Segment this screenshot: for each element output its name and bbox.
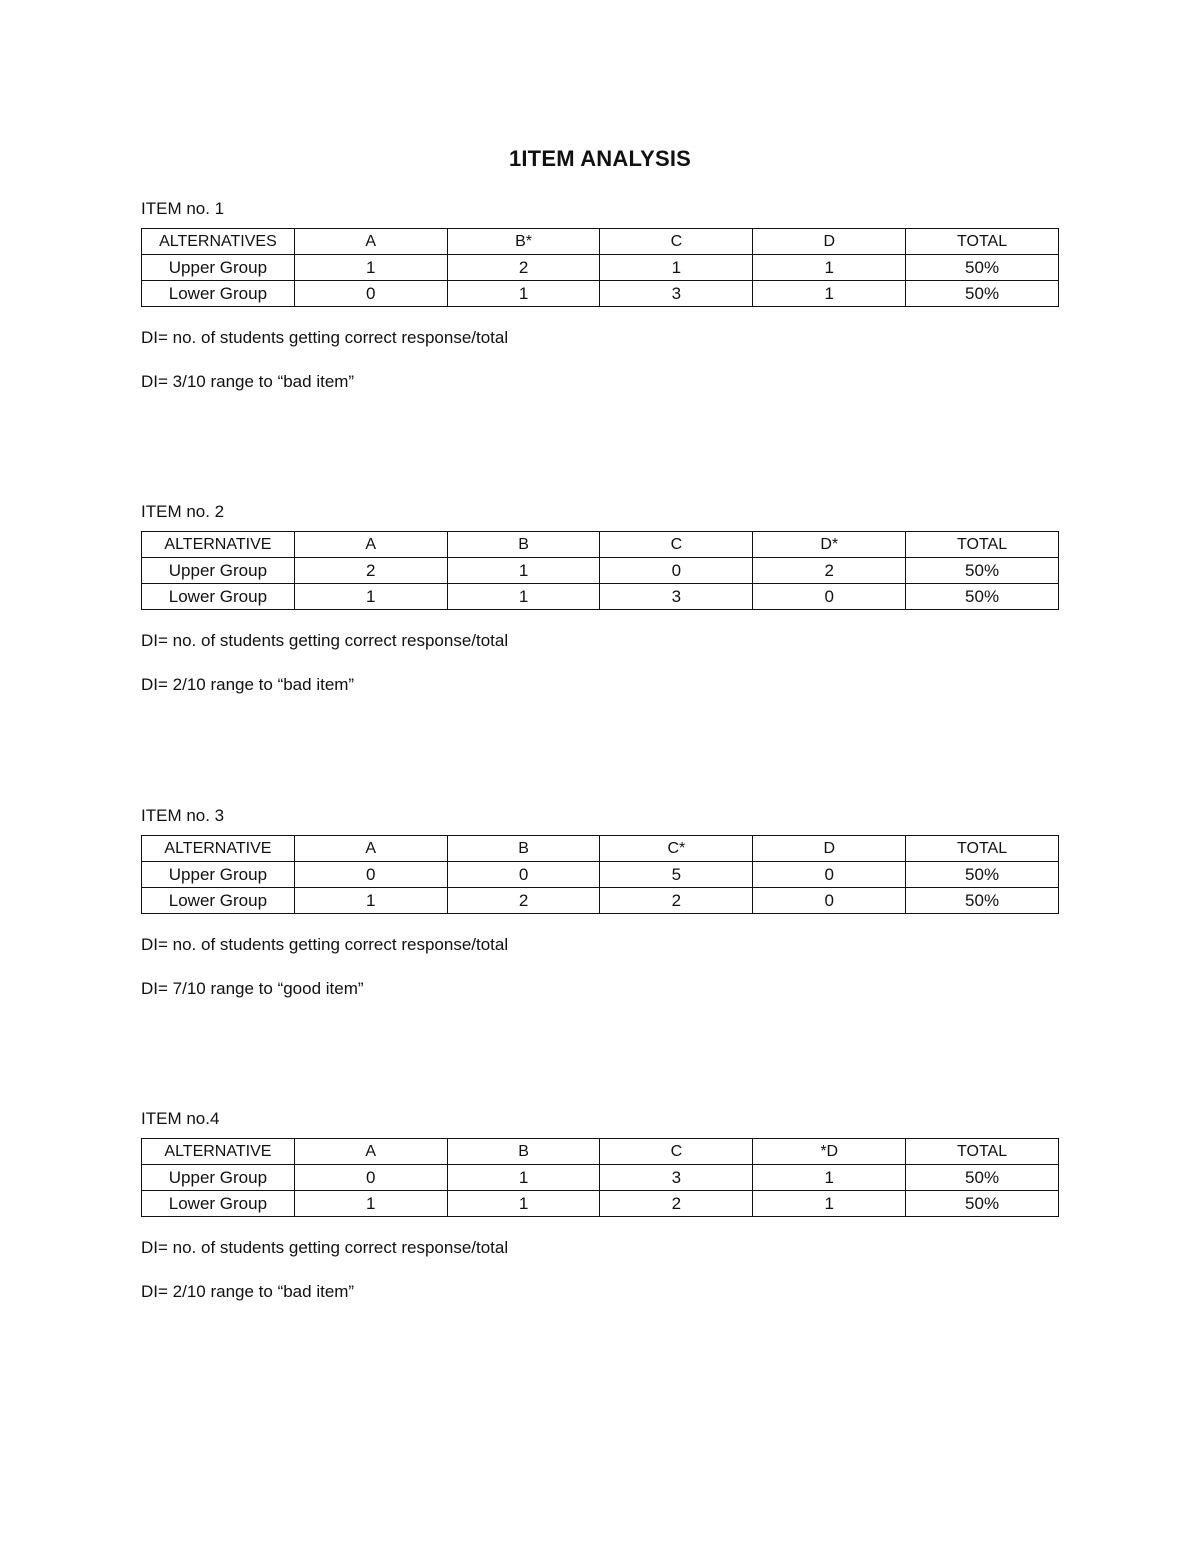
table-cell: 1	[753, 281, 906, 307]
header-cell: D	[753, 229, 906, 255]
table-cell: 0	[600, 558, 753, 584]
header-cell: TOTAL	[906, 229, 1059, 255]
item-heading: ITEM no. 3	[141, 806, 225, 825]
table-cell: 50%	[906, 255, 1059, 281]
table-row	[142, 888, 1059, 914]
di-formula: DI= no. of students getting correct response/total	[141, 631, 509, 650]
item-heading: ITEM no. 1	[141, 199, 225, 218]
table-cell: 2	[447, 888, 600, 914]
table-cell: 1	[447, 1191, 600, 1217]
header-cell: C	[600, 532, 753, 558]
header-cell: D*	[753, 532, 906, 558]
table-row	[142, 1165, 1059, 1191]
item-section-3	[141, 805, 1059, 998]
table-cell: 3	[600, 281, 753, 307]
table-cell: 3	[600, 584, 753, 610]
table-cell: 1	[294, 584, 447, 610]
di-result: DI= 2/10 range to “bad item”	[141, 675, 355, 694]
alternatives-table	[141, 1138, 1059, 1217]
table-cell: 0	[753, 888, 906, 914]
header-cell: ALTERNATIVE	[142, 1139, 295, 1165]
table-cell: 50%	[906, 862, 1059, 888]
table-cell: Upper Group	[142, 862, 295, 888]
header-cell: *D	[753, 1139, 906, 1165]
table-cell: 0	[753, 862, 906, 888]
header-cell: C	[600, 1139, 753, 1165]
header-cell: C*	[600, 836, 753, 862]
table-cell: 5	[600, 862, 753, 888]
item-heading: ITEM no.4	[141, 1109, 220, 1128]
table-cell: Upper Group	[142, 255, 295, 281]
table-cell: 1	[294, 255, 447, 281]
table-cell: 1	[600, 255, 753, 281]
table-cell: 1	[447, 281, 600, 307]
di-formula: DI= no. of students getting correct response/total	[141, 328, 509, 347]
header-cell: B	[447, 532, 600, 558]
page-title: 1ITEM ANALYSIS	[508, 146, 692, 171]
table-cell: 1	[294, 888, 447, 914]
table-cell: 50%	[906, 558, 1059, 584]
header-cell: A	[294, 229, 447, 255]
item-heading: ITEM no. 2	[141, 502, 225, 521]
table-cell: 0	[294, 281, 447, 307]
table-cell: 0	[294, 862, 447, 888]
header-cell: ALTERNATIVE	[142, 532, 295, 558]
table-cell: 2	[600, 888, 753, 914]
item-section-1	[141, 198, 1059, 391]
table-cell: Upper Group	[142, 1165, 295, 1191]
table-cell: 2	[600, 1191, 753, 1217]
alternatives-table	[141, 531, 1059, 610]
item-section-4	[141, 1108, 1059, 1301]
table-row	[142, 862, 1059, 888]
table-cell: 2	[294, 558, 447, 584]
header-cell: A	[294, 836, 447, 862]
header-cell: A	[294, 1139, 447, 1165]
header-cell: TOTAL	[906, 1139, 1059, 1165]
table-cell: 1	[447, 584, 600, 610]
table-row	[142, 281, 1059, 307]
table-cell: 2	[753, 558, 906, 584]
item-section-2	[141, 501, 1059, 694]
table-cell: 50%	[906, 584, 1059, 610]
header-cell: TOTAL	[906, 836, 1059, 862]
table-header-row	[142, 836, 1059, 862]
di-result: DI= 7/10 range to “good item”	[141, 979, 364, 998]
table-cell: 0	[753, 584, 906, 610]
di-result: DI= 2/10 range to “bad item”	[141, 1282, 355, 1301]
table-header-row	[142, 229, 1059, 255]
table-cell: Lower Group	[142, 281, 295, 307]
table-cell: 1	[753, 1191, 906, 1217]
table-cell: 50%	[906, 281, 1059, 307]
table-row	[142, 584, 1059, 610]
di-formula: DI= no. of students getting correct response/total	[141, 1238, 509, 1257]
header-cell: A	[294, 532, 447, 558]
header-cell: TOTAL	[906, 532, 1059, 558]
table-row	[142, 1191, 1059, 1217]
table-cell: Lower Group	[142, 1191, 295, 1217]
table-cell: 50%	[906, 888, 1059, 914]
table-cell: 1	[753, 255, 906, 281]
table-row	[142, 558, 1059, 584]
table-header-row	[142, 532, 1059, 558]
di-result: DI= 3/10 range to “bad item”	[141, 372, 355, 391]
table-cell: 1	[447, 1165, 600, 1191]
table-cell: Lower Group	[142, 888, 295, 914]
table-cell: 2	[447, 255, 600, 281]
table-cell: 1	[447, 558, 600, 584]
table-row	[142, 255, 1059, 281]
alternatives-table	[141, 228, 1059, 307]
header-cell: B	[447, 836, 600, 862]
di-formula: DI= no. of students getting correct response/total	[141, 935, 509, 954]
header-cell: B*	[447, 229, 600, 255]
table-cell: 1	[294, 1191, 447, 1217]
table-cell: 3	[600, 1165, 753, 1191]
table-cell: 50%	[906, 1191, 1059, 1217]
header-cell: ALTERNATIVES	[142, 229, 295, 255]
header-cell: ALTERNATIVE	[142, 836, 295, 862]
header-cell: C	[600, 229, 753, 255]
table-cell: 50%	[906, 1165, 1059, 1191]
table-header-row	[142, 1139, 1059, 1165]
table-cell: 0	[447, 862, 600, 888]
table-cell: Upper Group	[142, 558, 295, 584]
header-cell: B	[447, 1139, 600, 1165]
table-cell: Lower Group	[142, 584, 295, 610]
table-cell: 0	[294, 1165, 447, 1191]
alternatives-table	[141, 835, 1059, 914]
table-cell: 1	[753, 1165, 906, 1191]
header-cell: D	[753, 836, 906, 862]
